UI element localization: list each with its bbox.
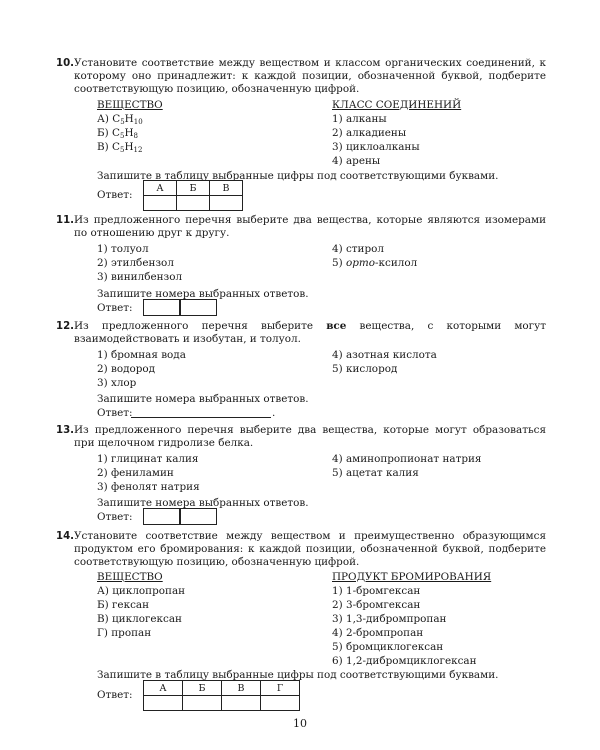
class-item: 4) арены bbox=[332, 155, 381, 167]
answer-label: Ответ: bbox=[97, 511, 133, 523]
substance-item: Б) $C_5H_8$ bbox=[97, 127, 138, 140]
product-item: 5) бромциклогексан bbox=[332, 641, 444, 653]
substance-item: А) циклопропан bbox=[97, 585, 186, 597]
question-text: Установите соответствие между веществом и классом органических соединений, к которому оно принадлежит: к каждой позиции, обозначенной буквой, подберите соответствующую позицию, обозначенную цифрой. bbox=[74, 57, 546, 95]
option-item: 2) этилбензол bbox=[97, 257, 174, 269]
table-header: В bbox=[222, 681, 261, 696]
option-item: 4) аминопропионат натрия bbox=[332, 453, 482, 465]
left-column-header: ВЕЩЕСТВО bbox=[97, 571, 163, 583]
question-14 bbox=[56, 530, 546, 569]
class-item: 3) циклоалканы bbox=[332, 141, 420, 153]
option-item: 3) фенолят натрия bbox=[97, 481, 200, 493]
table-header: В bbox=[210, 181, 243, 196]
product-item: 2) 3-бромгексан bbox=[332, 599, 421, 611]
right-column-header: КЛАСС СОЕДИНЕНИЙ bbox=[332, 99, 462, 111]
answer-table bbox=[143, 680, 300, 711]
question-number: 14. bbox=[56, 531, 75, 542]
product-item: 6) 1,2-дибромциклогексан bbox=[332, 655, 477, 667]
option-item: 2) водород bbox=[97, 363, 156, 375]
answer-label: Ответ: bbox=[97, 189, 133, 201]
question-10 bbox=[56, 57, 546, 96]
option-item: 1) бромная вода bbox=[97, 349, 186, 361]
option-item: 4) стирол bbox=[332, 243, 384, 255]
question-text: Из предложенного перечня выберите все вещества, с которыми могут взаимодействовать и изобутан, и толуол. bbox=[74, 320, 546, 345]
question-12 bbox=[56, 320, 546, 346]
question-number: 13. bbox=[56, 425, 75, 436]
table-header: Б bbox=[177, 181, 210, 196]
question-number: 12. bbox=[56, 321, 75, 332]
question-number: 11. bbox=[56, 215, 75, 226]
answer-box[interactable] bbox=[143, 508, 181, 525]
answer-cell[interactable] bbox=[144, 196, 177, 211]
answer-end-period: . bbox=[272, 407, 276, 419]
option-item: 4) азотная кислота bbox=[332, 349, 437, 361]
class-item: 2) алкадиены bbox=[332, 127, 407, 139]
answer-cell[interactable] bbox=[144, 696, 183, 711]
question-text: Установите соответствие между веществом и преимущественно образующимся продуктом его бромирования: к каждой позиции, обозначенной буквой, подберите соответствующую позицию, обозначенную цифрой. bbox=[74, 530, 546, 568]
instruction: Запишите в таблицу выбранные цифры под соответствующими буквами. bbox=[97, 669, 499, 681]
page-number: 10 bbox=[293, 717, 307, 730]
question-13 bbox=[56, 424, 546, 450]
question-number: 10. bbox=[56, 58, 75, 69]
substance-item: В) циклогексан bbox=[97, 613, 182, 625]
option-item: 5) кислород bbox=[332, 363, 398, 375]
answer-cell[interactable] bbox=[183, 696, 222, 711]
answer-label: Ответ: bbox=[97, 689, 133, 701]
table-header: А bbox=[144, 181, 177, 196]
answer-box[interactable] bbox=[143, 299, 181, 316]
substance-item: В) $C_5H_{12}$ bbox=[97, 141, 143, 154]
answer-label: Ответ: bbox=[97, 407, 133, 419]
product-item: 4) 2-бромпропан bbox=[332, 627, 424, 639]
option-item: 2) фениламин bbox=[97, 467, 174, 479]
instruction: Запишите номера выбранных ответов. bbox=[97, 288, 309, 300]
answer-label: Ответ: bbox=[97, 302, 133, 314]
option-item: 3) хлор bbox=[97, 377, 137, 389]
answer-cell[interactable] bbox=[222, 696, 261, 711]
class-item: 1) алканы bbox=[332, 113, 387, 125]
product-item: 3) 1,3-дибромпропан bbox=[332, 613, 447, 625]
instruction: Запишите в таблицу выбранные цифры под соответствующими буквами. bbox=[97, 170, 499, 182]
option-item: 5) орто-ксилол bbox=[332, 257, 418, 269]
question-text: Из предложенного перечня выберите два вещества, которые являются изомерами по отношению друг к другу. bbox=[74, 214, 546, 239]
answer-table bbox=[143, 180, 243, 211]
answer-cell[interactable] bbox=[210, 196, 243, 211]
answer-box[interactable] bbox=[179, 508, 217, 525]
left-column-header: ВЕЩЕСТВО bbox=[97, 99, 163, 111]
substance-item: А) $C_5H_{10}$ bbox=[97, 113, 143, 126]
instruction: Запишите номера выбранных ответов. bbox=[97, 393, 309, 405]
answer-cell[interactable] bbox=[177, 196, 210, 211]
question-text: Из предложенного перечня выберите два вещества, которые могут образоваться при щелочном гидролизе белка. bbox=[74, 424, 546, 449]
option-item: 3) винилбензол bbox=[97, 271, 183, 283]
question-11 bbox=[56, 214, 546, 240]
table-header: Б bbox=[183, 681, 222, 696]
answer-cell[interactable] bbox=[261, 696, 300, 711]
substance-item: Б) гексан bbox=[97, 599, 150, 611]
product-item: 1) 1-бромгексан bbox=[332, 585, 421, 597]
right-column-header: ПРОДУКТ БРОМИРОВАНИЯ bbox=[332, 571, 492, 583]
substance-item: Г) пропан bbox=[97, 627, 152, 639]
answer-line[interactable] bbox=[131, 417, 271, 418]
instruction: Запишите номера выбранных ответов. bbox=[97, 497, 309, 509]
option-item: 1) толуол bbox=[97, 243, 149, 255]
answer-box[interactable] bbox=[179, 299, 217, 316]
option-item: 1) глицинат калия bbox=[97, 453, 199, 465]
table-header: А bbox=[144, 681, 183, 696]
table-header: Г bbox=[261, 681, 300, 696]
option-item: 5) ацетат калия bbox=[332, 467, 419, 479]
